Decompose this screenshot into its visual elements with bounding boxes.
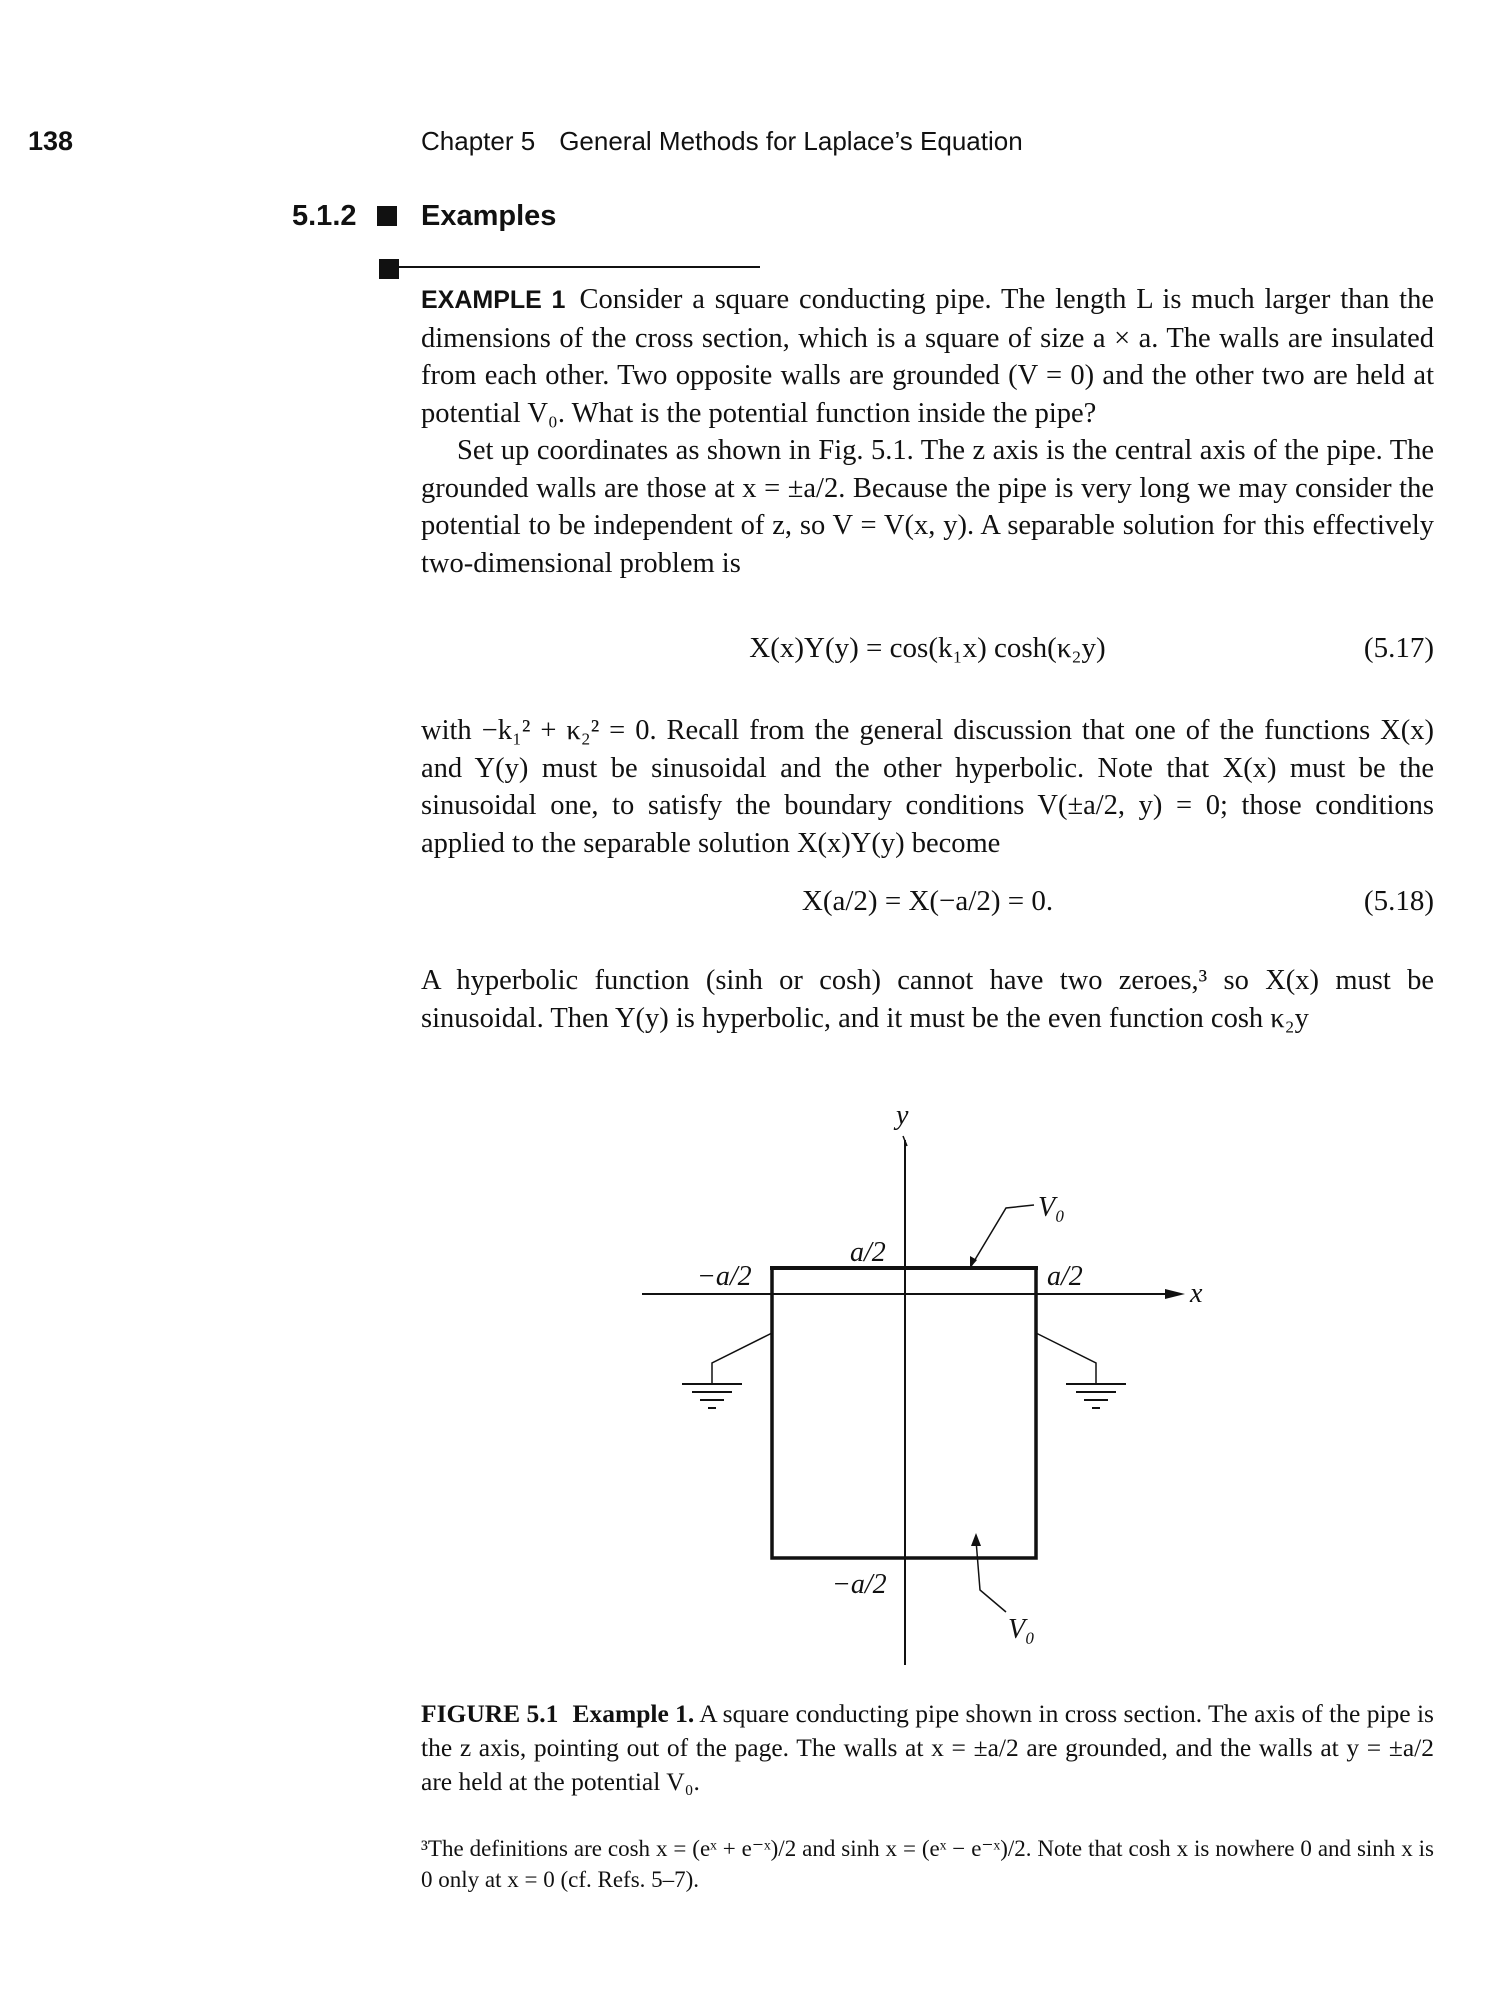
v0-bottom-leader — [976, 1540, 1006, 1612]
chapter-title: General Methods for Laplace’s Equation — [559, 126, 1023, 156]
example-intro — [421, 281, 1434, 582]
y-axis-label: y — [896, 1100, 909, 1131]
label-right-a-half: a/2 — [1047, 1261, 1083, 1292]
left-ground-wire — [712, 1333, 772, 1383]
paragraph-3-block — [421, 712, 1434, 862]
page-number: 138 — [28, 126, 74, 156]
equation-body: X(x)Y(y) = cos(k₁x) cosh(κ₂y) — [749, 632, 1106, 664]
paragraph-2: Set up coordinates as shown in Fig. 5.1. The z axis is the central axis of the pipe. The grounded walls are those at x = ±a/2. Because the pipe is very long we may consider the potential to be independent of z, so V = V(x, y). A separable solution for this effectively two-dimensional problem is — [421, 435, 1434, 579]
example-marker-icon — [379, 259, 399, 279]
example-label: EXAMPLE 1 — [421, 286, 566, 314]
left-ground-icon — [682, 1384, 742, 1408]
paragraph-1-text: Consider a square conducting pipe. The length L is much larger than the dimensions of the cross section, which is a square of size a × a. The walls are insulated from each other. Two opposite walls are grounded (V = 0) and the other two are held at potential V₀. What is the potential function inside the pipe? — [421, 284, 1435, 429]
footnote: ³The definitions are cosh x = (eˣ + e⁻ˣ)/2 and sinh x = (eˣ − e⁻ˣ)/2. Note that cosh x is nowhere 0 and sinh x is 0 only at x = 0 (cf. Refs. 5–7). — [421, 1836, 1434, 1892]
equation-body: X(a/2) = X(−a/2) = 0. — [801, 885, 1054, 917]
figure-caption-bold: Example 1. — [572, 1699, 695, 1728]
paragraph-3: with −k₁² + κ₂² = 0. Recall from the general discussion that one of the functions X(x) and Y(y) must be sinusoidal and the other hyperbolic. Note that X(x) must be the sinusoidal one, to satisfy the boundary conditions V(±a/2, y) = 0; those conditions applied to the separable solution X(x)Y(y) become — [421, 715, 1434, 859]
label-bottom-a-half: −a/2 — [832, 1569, 887, 1600]
figure-caption — [421, 1697, 1434, 1799]
label-v0-top: V₀ — [1038, 1192, 1065, 1223]
figure-caption-text: A square conducting pipe shown in cross section. The axis of the pipe is the z axis, pointing out of the page. The walls at x = ±a/2 are grounded, and the walls at y = ±a/2 are held at the potential V₀. — [421, 1699, 1434, 1796]
figure-5-1 — [640, 1100, 1240, 1700]
section-title: Examples — [421, 200, 557, 232]
v0-top-leader — [970, 1205, 1034, 1268]
equation-5-17 — [421, 632, 1434, 672]
label-v0-bottom: V₀ — [1008, 1614, 1035, 1645]
section-number: 5.1.2 — [292, 200, 357, 232]
figure-label: FIGURE 5.1 — [421, 1699, 559, 1728]
paragraph-1 — [421, 281, 1434, 432]
running-head — [421, 126, 1023, 157]
label-left-a-half: −a/2 — [697, 1261, 752, 1292]
x-axis-arrow-icon — [1165, 1289, 1185, 1299]
equation-number: (5.18) — [1363, 885, 1434, 917]
right-ground-icon — [1066, 1384, 1126, 1408]
section-bullet-icon — [377, 206, 397, 226]
chapter-label: Chapter 5 — [421, 126, 536, 156]
paragraph-4: A hyperbolic function (sinh or cosh) cannot have two zeroes,³ so X(x) must be sinusoidal. Then Y(y) is hyperbolic, and it must be the even function cosh κ₂y — [421, 965, 1434, 1034]
equation-number: (5.17) — [1363, 632, 1434, 664]
label-top-a-half: a/2 — [850, 1237, 886, 1268]
v0-bottom-arrow-icon — [971, 1533, 981, 1546]
example-rule — [379, 266, 760, 268]
paragraph-4-block — [421, 962, 1434, 1037]
right-ground-wire — [1036, 1333, 1096, 1383]
equation-5-18 — [421, 885, 1434, 925]
x-axis-label: x — [1190, 1278, 1203, 1309]
